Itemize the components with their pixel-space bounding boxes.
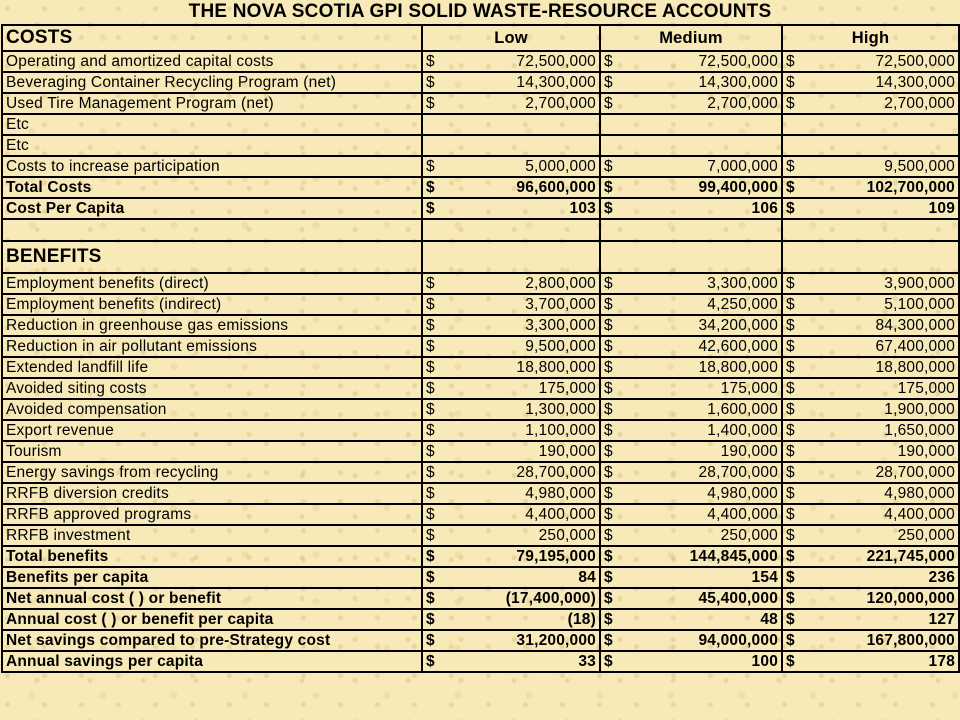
table-row xyxy=(2,336,959,357)
row-label: Used Tire Management Program (net) xyxy=(2,93,422,114)
value-cell: 175,000 xyxy=(450,378,600,399)
value-cell: 175,000 xyxy=(628,378,782,399)
row-label: Cost Per Capita xyxy=(2,198,422,219)
value-cell: 3,300,000 xyxy=(450,315,600,336)
empty-cell xyxy=(2,219,422,241)
row-label: Operating and amortized capital costs xyxy=(2,51,422,72)
value-cell: 127 xyxy=(810,609,959,630)
currency-symbol: $ xyxy=(782,336,810,357)
value-cell: 103 xyxy=(450,198,600,219)
empty-cell xyxy=(422,135,600,156)
value-cell: 84,300,000 xyxy=(810,315,959,336)
table-row xyxy=(2,609,959,630)
costs-heading: COSTS xyxy=(2,25,422,51)
currency-symbol: $ xyxy=(782,462,810,483)
currency-symbol: $ xyxy=(422,420,450,441)
table-row xyxy=(2,198,959,219)
currency-symbol: $ xyxy=(600,609,628,630)
table-row xyxy=(2,177,959,198)
table-row xyxy=(2,72,959,93)
value-cell: 72,500,000 xyxy=(450,51,600,72)
value-cell: 120,000,000 xyxy=(810,588,959,609)
table-row xyxy=(2,546,959,567)
value-cell: 102,700,000 xyxy=(810,177,959,198)
value-cell: (17,400,000) xyxy=(450,588,600,609)
currency-symbol: $ xyxy=(422,651,450,672)
row-label: Avoided compensation xyxy=(2,399,422,420)
value-cell: 14,300,000 xyxy=(810,72,959,93)
currency-symbol: $ xyxy=(422,399,450,420)
table-row xyxy=(2,630,959,651)
value-cell: 2,700,000 xyxy=(810,93,959,114)
value-cell: 28,700,000 xyxy=(450,462,600,483)
spacer-row xyxy=(2,219,959,241)
currency-symbol: $ xyxy=(782,315,810,336)
value-cell: 154 xyxy=(628,567,782,588)
currency-symbol: $ xyxy=(782,156,810,177)
currency-symbol: $ xyxy=(422,72,450,93)
row-label: Total benefits xyxy=(2,546,422,567)
value-cell: 33 xyxy=(450,651,600,672)
table-row xyxy=(2,525,959,546)
value-cell: 106 xyxy=(628,198,782,219)
currency-symbol: $ xyxy=(782,399,810,420)
currency-symbol: $ xyxy=(782,378,810,399)
currency-symbol: $ xyxy=(782,72,810,93)
value-cell: 2,700,000 xyxy=(450,93,600,114)
currency-symbol: $ xyxy=(782,567,810,588)
column-header-2: High xyxy=(782,25,959,51)
table-row xyxy=(2,420,959,441)
empty-cell xyxy=(422,219,600,241)
currency-symbol: $ xyxy=(600,273,628,294)
value-cell: 3,300,000 xyxy=(628,273,782,294)
table-row xyxy=(2,399,959,420)
currency-symbol: $ xyxy=(422,156,450,177)
page-title: THE NOVA SCOTIA GPI SOLID WASTE-RESOURCE ACCOUNTS xyxy=(188,1,772,22)
currency-symbol: $ xyxy=(782,357,810,378)
table-row xyxy=(2,651,959,672)
currency-symbol: $ xyxy=(422,483,450,504)
row-label: Total Costs xyxy=(2,177,422,198)
value-cell: 4,400,000 xyxy=(628,504,782,525)
row-label: Benefits per capita xyxy=(2,567,422,588)
value-cell: 9,500,000 xyxy=(450,336,600,357)
row-label: Tourism xyxy=(2,441,422,462)
currency-symbol: $ xyxy=(600,504,628,525)
value-cell: 45,400,000 xyxy=(628,588,782,609)
table-row xyxy=(2,135,959,156)
table-row xyxy=(2,156,959,177)
empty-cell xyxy=(422,114,600,135)
value-cell: 18,800,000 xyxy=(810,357,959,378)
table-row xyxy=(2,294,959,315)
currency-symbol: $ xyxy=(422,336,450,357)
empty-cell xyxy=(600,219,782,241)
value-cell: 3,700,000 xyxy=(450,294,600,315)
row-label: Etc xyxy=(2,135,422,156)
value-cell: 3,900,000 xyxy=(810,273,959,294)
value-cell: 94,000,000 xyxy=(628,630,782,651)
value-cell: 18,800,000 xyxy=(450,357,600,378)
currency-symbol: $ xyxy=(600,315,628,336)
value-cell: 67,400,000 xyxy=(810,336,959,357)
currency-symbol: $ xyxy=(600,567,628,588)
currency-symbol: $ xyxy=(422,462,450,483)
value-cell: 4,400,000 xyxy=(450,504,600,525)
value-cell: (18) xyxy=(450,609,600,630)
currency-symbol: $ xyxy=(422,357,450,378)
currency-symbol: $ xyxy=(422,525,450,546)
value-cell: 190,000 xyxy=(810,441,959,462)
value-cell: 167,800,000 xyxy=(810,630,959,651)
currency-symbol: $ xyxy=(782,483,810,504)
currency-symbol: $ xyxy=(600,546,628,567)
value-cell: 42,600,000 xyxy=(628,336,782,357)
value-cell: 1,400,000 xyxy=(628,420,782,441)
currency-symbol: $ xyxy=(422,630,450,651)
value-cell: 175,000 xyxy=(810,378,959,399)
benefits-section-header xyxy=(2,241,959,273)
currency-symbol: $ xyxy=(422,588,450,609)
row-label: Beveraging Container Recycling Program (net) xyxy=(2,72,422,93)
currency-symbol: $ xyxy=(422,198,450,219)
table-row xyxy=(2,315,959,336)
row-label: Extended landfill life xyxy=(2,357,422,378)
currency-symbol: $ xyxy=(600,357,628,378)
value-cell: 190,000 xyxy=(450,441,600,462)
currency-symbol: $ xyxy=(782,609,810,630)
empty-cell xyxy=(782,114,959,135)
value-cell: 99,400,000 xyxy=(628,177,782,198)
value-cell: 7,000,000 xyxy=(628,156,782,177)
currency-symbol: $ xyxy=(600,51,628,72)
row-label: Etc xyxy=(2,114,422,135)
currency-symbol: $ xyxy=(422,93,450,114)
currency-symbol: $ xyxy=(782,525,810,546)
table-row xyxy=(2,93,959,114)
currency-symbol: $ xyxy=(600,630,628,651)
table-row xyxy=(2,273,959,294)
value-cell: 1,300,000 xyxy=(450,399,600,420)
currency-symbol: $ xyxy=(422,315,450,336)
currency-symbol: $ xyxy=(782,93,810,114)
value-cell: 4,980,000 xyxy=(810,483,959,504)
currency-symbol: $ xyxy=(422,294,450,315)
value-cell: 250,000 xyxy=(628,525,782,546)
value-cell: 2,800,000 xyxy=(450,273,600,294)
value-cell: 79,195,000 xyxy=(450,546,600,567)
currency-symbol: $ xyxy=(422,51,450,72)
value-cell: 4,980,000 xyxy=(628,483,782,504)
value-cell: 4,980,000 xyxy=(450,483,600,504)
currency-symbol: $ xyxy=(782,198,810,219)
value-cell: 14,300,000 xyxy=(628,72,782,93)
currency-symbol: $ xyxy=(422,504,450,525)
row-label: RRFB investment xyxy=(2,525,422,546)
row-label: Net savings compared to pre-Strategy cost xyxy=(2,630,422,651)
value-cell: 2,700,000 xyxy=(628,93,782,114)
currency-symbol: $ xyxy=(600,588,628,609)
row-label: Avoided siting costs xyxy=(2,378,422,399)
value-cell: 190,000 xyxy=(628,441,782,462)
table-row xyxy=(2,504,959,525)
value-cell: 1,600,000 xyxy=(628,399,782,420)
currency-symbol: $ xyxy=(422,273,450,294)
value-cell: 109 xyxy=(810,198,959,219)
currency-symbol: $ xyxy=(782,177,810,198)
value-cell: 9,500,000 xyxy=(810,156,959,177)
currency-symbol: $ xyxy=(600,336,628,357)
value-cell: 4,250,000 xyxy=(628,294,782,315)
currency-symbol: $ xyxy=(600,462,628,483)
costs-section-header xyxy=(2,25,959,51)
empty-cell xyxy=(782,135,959,156)
table-row xyxy=(2,483,959,504)
value-cell: 31,200,000 xyxy=(450,630,600,651)
table-row xyxy=(2,441,959,462)
row-label: Reduction in greenhouse gas emissions xyxy=(2,315,422,336)
currency-symbol: $ xyxy=(600,156,628,177)
value-cell: 28,700,000 xyxy=(810,462,959,483)
currency-symbol: $ xyxy=(600,525,628,546)
value-cell: 28,700,000 xyxy=(628,462,782,483)
empty-cell xyxy=(782,219,959,241)
table-row xyxy=(2,114,959,135)
value-cell: 48 xyxy=(628,609,782,630)
accounts-table xyxy=(1,24,960,673)
currency-symbol: $ xyxy=(600,420,628,441)
table-row xyxy=(2,588,959,609)
row-label: Energy savings from recycling xyxy=(2,462,422,483)
value-cell: 72,500,000 xyxy=(810,51,959,72)
row-label: Annual savings per capita xyxy=(2,651,422,672)
table-row xyxy=(2,378,959,399)
value-cell: 144,845,000 xyxy=(628,546,782,567)
value-cell: 1,650,000 xyxy=(810,420,959,441)
table-row xyxy=(2,567,959,588)
empty-cell xyxy=(600,135,782,156)
currency-symbol: $ xyxy=(600,483,628,504)
table-row xyxy=(2,51,959,72)
currency-symbol: $ xyxy=(782,273,810,294)
row-label: Reduction in air pollutant emissions xyxy=(2,336,422,357)
currency-symbol: $ xyxy=(782,420,810,441)
value-cell: 34,200,000 xyxy=(628,315,782,336)
row-label: Export revenue xyxy=(2,420,422,441)
column-header-0: Low xyxy=(422,25,600,51)
value-cell: 1,100,000 xyxy=(450,420,600,441)
currency-symbol: $ xyxy=(600,198,628,219)
value-cell: 18,800,000 xyxy=(628,357,782,378)
value-cell: 236 xyxy=(810,567,959,588)
column-header-0 xyxy=(422,241,600,273)
benefits-heading: BENEFITS xyxy=(2,241,422,273)
row-label: RRFB diversion credits xyxy=(2,483,422,504)
currency-symbol: $ xyxy=(782,630,810,651)
column-header-1 xyxy=(600,241,782,273)
currency-symbol: $ xyxy=(782,651,810,672)
value-cell: 1,900,000 xyxy=(810,399,959,420)
row-label: Net annual cost ( ) or benefit xyxy=(2,588,422,609)
value-cell: 100 xyxy=(628,651,782,672)
row-label: RRFB approved programs xyxy=(2,504,422,525)
column-header-1: Medium xyxy=(600,25,782,51)
currency-symbol: $ xyxy=(782,546,810,567)
table-row xyxy=(2,462,959,483)
value-cell: 221,745,000 xyxy=(810,546,959,567)
currency-symbol: $ xyxy=(600,93,628,114)
currency-symbol: $ xyxy=(600,651,628,672)
value-cell: 178 xyxy=(810,651,959,672)
currency-symbol: $ xyxy=(600,441,628,462)
value-cell: 4,400,000 xyxy=(810,504,959,525)
currency-symbol: $ xyxy=(422,378,450,399)
empty-cell xyxy=(600,114,782,135)
currency-symbol: $ xyxy=(782,504,810,525)
value-cell: 5,100,000 xyxy=(810,294,959,315)
currency-symbol: $ xyxy=(600,378,628,399)
currency-symbol: $ xyxy=(422,177,450,198)
table-row xyxy=(2,357,959,378)
value-cell: 250,000 xyxy=(450,525,600,546)
value-cell: 250,000 xyxy=(810,525,959,546)
currency-symbol: $ xyxy=(422,546,450,567)
row-label: Employment benefits (indirect) xyxy=(2,294,422,315)
value-cell: 96,600,000 xyxy=(450,177,600,198)
currency-symbol: $ xyxy=(600,177,628,198)
row-label: Annual cost ( ) or benefit per capita xyxy=(2,609,422,630)
currency-symbol: $ xyxy=(782,294,810,315)
value-cell: 14,300,000 xyxy=(450,72,600,93)
value-cell: 84 xyxy=(450,567,600,588)
currency-symbol: $ xyxy=(782,51,810,72)
row-label: Costs to increase participation xyxy=(2,156,422,177)
currency-symbol: $ xyxy=(600,399,628,420)
currency-symbol: $ xyxy=(422,567,450,588)
column-header-2 xyxy=(782,241,959,273)
currency-symbol: $ xyxy=(782,588,810,609)
currency-symbol: $ xyxy=(422,609,450,630)
value-cell: 72,500,000 xyxy=(628,51,782,72)
value-cell: 5,000,000 xyxy=(450,156,600,177)
row-label: Employment benefits (direct) xyxy=(2,273,422,294)
currency-symbol: $ xyxy=(422,441,450,462)
currency-symbol: $ xyxy=(782,441,810,462)
currency-symbol: $ xyxy=(600,294,628,315)
currency-symbol: $ xyxy=(600,72,628,93)
